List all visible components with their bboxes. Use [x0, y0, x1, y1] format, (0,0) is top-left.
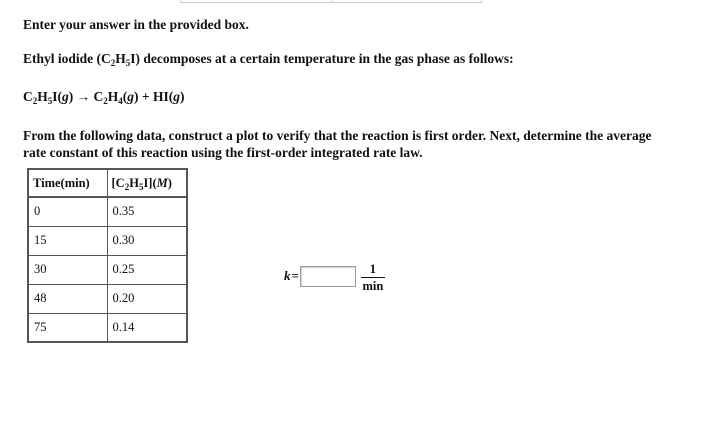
time-cell: 75 [28, 313, 107, 342]
instruction-text: Enter your answer in the provided box. [23, 17, 249, 32]
table-row [28, 255, 187, 284]
task-text: From the following data, construct a plot to verify that the reaction is first order. Next, determine the average rate constant of this reaction using the first-order integrated rate law. [23, 128, 652, 160]
unit-fraction [361, 263, 385, 293]
table-header-row [28, 169, 187, 197]
table-row [28, 284, 187, 313]
time-cell: 0 [28, 197, 107, 226]
concentration-cell: 0.20 [107, 284, 187, 313]
equals-sign: = [291, 268, 299, 283]
table-row [28, 313, 187, 342]
concentration-cell: 0.30 [107, 226, 187, 255]
reaction-arrow: → [73, 89, 94, 104]
header-time: Time(min) [28, 169, 107, 197]
data-table [27, 168, 188, 343]
header-concentration: $[C_2H_5I](M)$ [107, 169, 187, 197]
reaction-equation: $C_2H_5I(g) \to C_2H_4(g) + HI(g)$ [23, 89, 185, 106]
intro-text: Ethyl iodide $(C_2H_5I)$ decomposes at a certain temperature in the gas phase as follows: [23, 51, 514, 68]
concentration-cell: 0.14 [107, 313, 187, 342]
concentration-cell: 0.35 [107, 197, 187, 226]
time-cell: 48 [28, 284, 107, 313]
table-row [28, 197, 187, 226]
top-tab-strip [180, 0, 482, 3]
time-cell: 15 [28, 226, 107, 255]
k-label: k [284, 268, 291, 283]
unit-denominator: min [362, 279, 384, 293]
rate-constant-input[interactable] [300, 266, 356, 287]
rate-constant-answer [284, 259, 385, 293]
concentration-cell: 0.25 [107, 255, 187, 284]
unit-numerator: 1 [369, 262, 377, 276]
tab-divider [331, 0, 332, 3]
table-row [28, 226, 187, 255]
time-cell: 30 [28, 255, 107, 284]
